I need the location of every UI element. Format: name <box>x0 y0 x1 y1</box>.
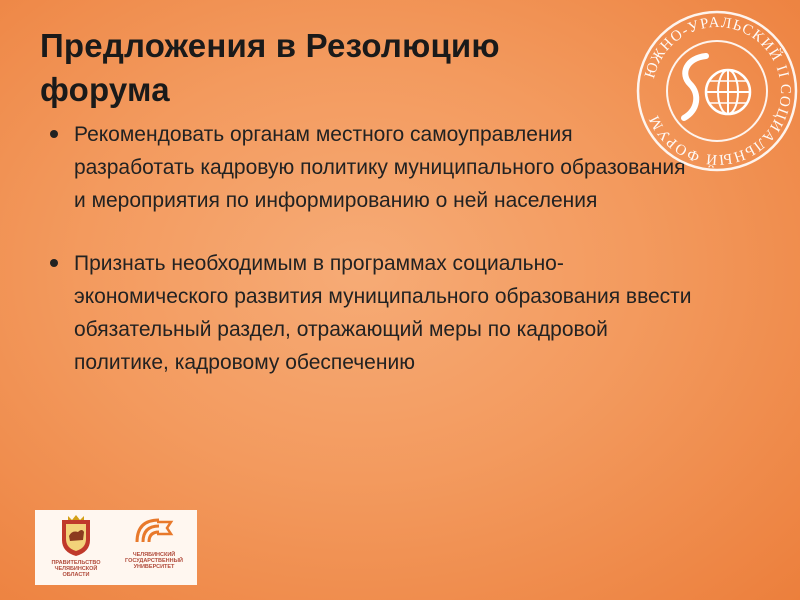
bullet-text: Признать необходимым в программах социально-экономического развития муниципального образования ввести обязательный раздел, отражающий меры по кадровой политике, кадровому обеспечению <box>74 252 692 374</box>
uni-label-line2: ГОСУДАРСТВЕННЫЙ <box>125 558 183 564</box>
gov-label-line1: ПРАВИТЕЛЬСТВО <box>51 560 101 566</box>
forum-emblem-icon <box>636 10 798 172</box>
slide-title: Предложения в Резолюцию форума <box>40 27 500 108</box>
university-logo <box>119 514 189 582</box>
university-emblem-icon <box>131 514 177 550</box>
bullet-dot-icon <box>50 130 58 138</box>
svg-text:ЮЖНО-УРАЛЬСКИЙ II СОЦИАЛЬНЫЙ Ф: ЮЖНО-УРАЛЬСКИЙ II СОЦИАЛЬНЫЙ ФОРУМ <box>642 14 794 168</box>
uni-label-line1: ЧЕЛЯБИНСКИЙ <box>132 552 176 558</box>
coat-of-arms-icon <box>58 514 94 558</box>
government-logo <box>45 514 107 582</box>
gov-label-line2: ЧЕЛЯБИНСКОЙ ОБЛАСТИ <box>54 566 98 578</box>
uni-label-line3: УНИВЕРСИТЕТ <box>133 564 175 570</box>
bullet-item <box>44 247 694 379</box>
partner-logos <box>35 510 197 585</box>
bullet-list <box>44 118 694 379</box>
bullet-dot-icon <box>50 259 58 267</box>
bullet-text: Рекомендовать органам местного самоуправления разработать кадровую политику муниципального образования и мероприятия по информированию о ней населения <box>74 123 686 212</box>
bullet-item <box>44 118 694 217</box>
